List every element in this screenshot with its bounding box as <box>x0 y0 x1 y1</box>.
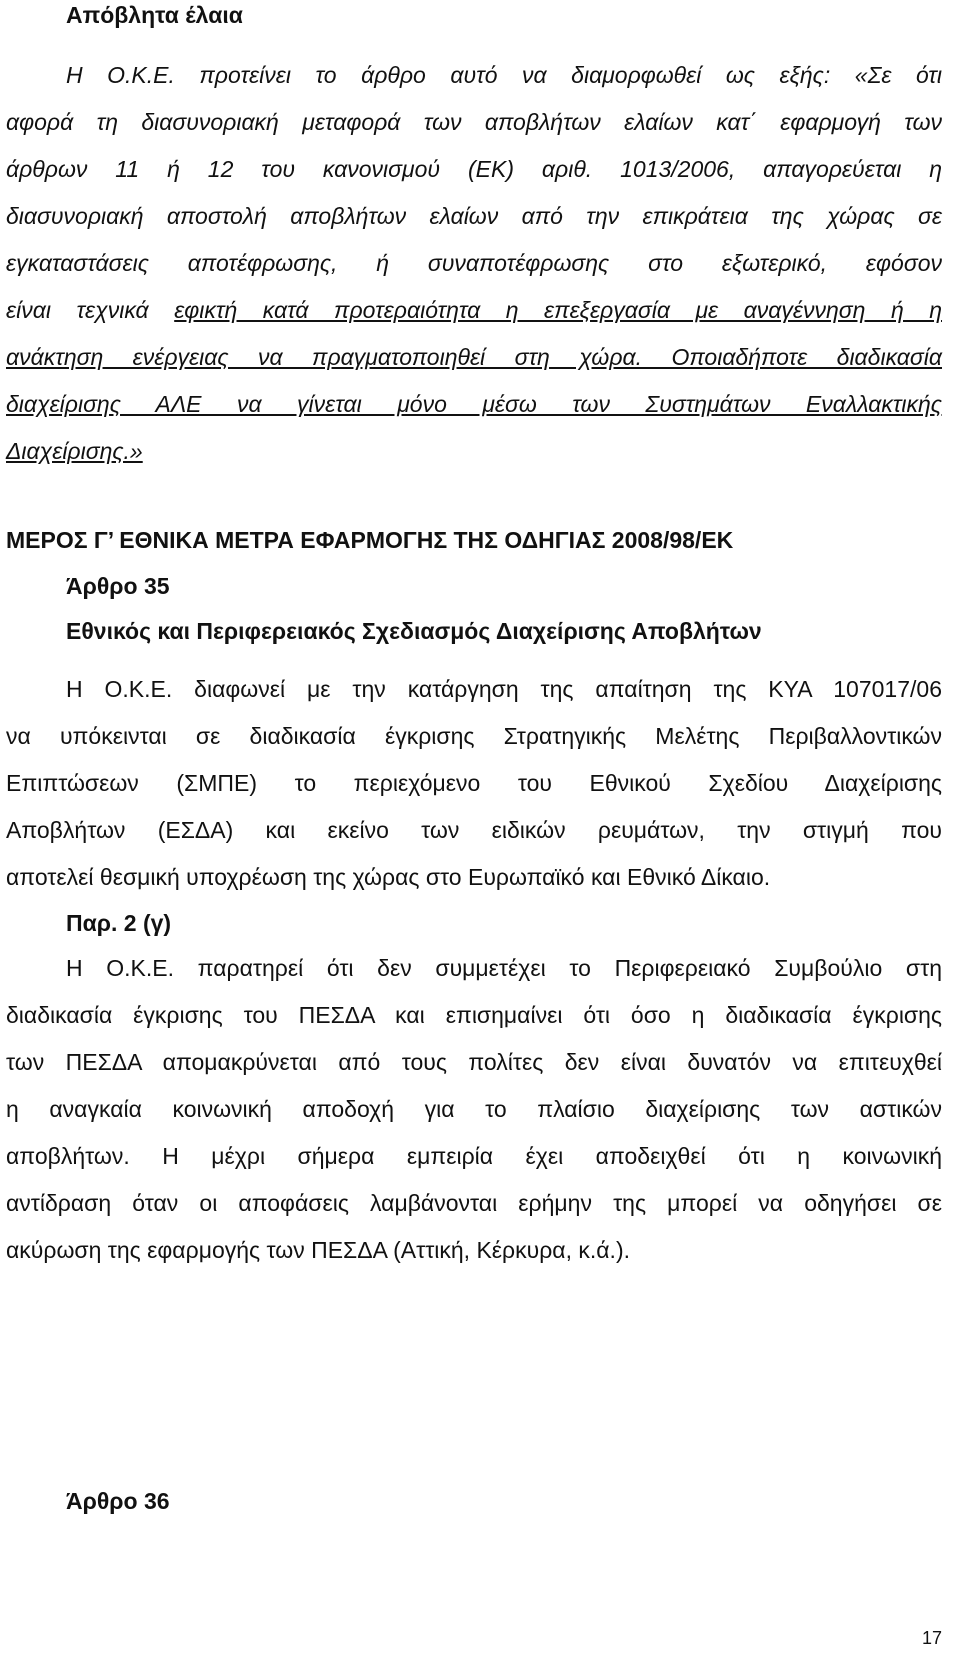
paragraph-line <box>6 428 942 475</box>
paragraph-line: Αποβλήτων (ΕΣΔΑ) και εκείνο των ειδικών ρευμάτων, την στιγμή που <box>6 817 942 843</box>
paragraph-line <box>6 381 942 428</box>
paragraph-line <box>6 334 942 381</box>
underlined-text: διαχείρισης ΑΛΕ να γίνεται μόνο μέσω των Συστημάτων Εναλλακτικής <box>6 391 942 417</box>
underlined-text: Διαχείρισης.» <box>6 438 143 464</box>
paragraph-2c <box>6 945 942 1274</box>
paragraph-line <box>6 193 942 240</box>
paragraph-article-35 <box>6 666 942 901</box>
paragraph-line: Η Ο.Κ.Ε. διαφωνεί με την κατάργηση της απαίτηση της ΚΥΑ 107017/06 <box>66 676 942 702</box>
paragraph-line: Η Ο.Κ.Ε. παρατηρεί ότι δεν συμμετέχει το Περιφερειακό Συμβούλιο στη <box>66 955 942 981</box>
paragraph-line <box>6 287 942 334</box>
paragraph-line: ακύρωση της εφαρμογής των ΠΕΣΔΑ (Αττική, Κέρκυρα, κ.ά.). <box>6 1237 630 1263</box>
line-text: άρθρων 11 ή 12 του κανονισμού (ΕΚ) αριθ. 1013/2006, απαγορεύεται η <box>6 156 942 182</box>
line-text: Η Ο.Κ.Ε. προτείνει το άρθρο αυτό να διαμορφωθεί ως εξής: «Σε ότι <box>66 62 942 88</box>
underlined-text: ανάκτηση ενέργειας να πραγματοποιηθεί στη χώρα. Οποιαδήποτε διαδικασία <box>6 344 942 370</box>
paragraph-line: να υπόκεινται σε διαδικασία έγκρισης Στρατηγικής Μελέτης Περιβαλλοντικών <box>6 723 942 749</box>
paragraph-line: η αναγκαία κοινωνική αποδοχή για το πλαίσιο διαχείρισης των αστικών <box>6 1096 942 1122</box>
paragraph-line <box>6 52 942 99</box>
paragraph-line: των ΠΕΣΔΑ απομακρύνεται από τους πολίτες δεν είναι δυνατόν να επιτευχθεί <box>6 1049 942 1075</box>
paragraph-line: Επιπτώσεων (ΣΜΠΕ) το περιεχόμενο του Εθνικού Σχεδίου Διαχείρισης <box>6 770 942 796</box>
line-text: αφορά τη διασυνοριακή μεταφορά των αποβλήτων ελαίων κατ΄ εφαρμογή των <box>6 109 942 135</box>
article-36-heading: Άρθρο 36 <box>66 1488 170 1514</box>
underlined-text: εφικτή κατά προτεραιότητα η επεξεργασία με αναγέννηση ή η <box>174 297 942 323</box>
paragraph-line: αποβλήτων. Η μέχρι σήμερα εμπειρία έχει αποδειχθεί ότι η κοινωνική <box>6 1143 942 1169</box>
page-number: 17 <box>921 1628 942 1648</box>
paragraph-line: αντίδραση όταν οι αποφάσεις λαμβάνονται ερήμην της μπορεί να οδηγήσει σε <box>6 1190 942 1216</box>
part-title: ΜΕΡΟΣ Γ’ ΕΘΝΙΚΑ ΜΕΤΡΑ ΕΦΑΡΜΟΓΗΣ ΤΗΣ ΟΔΗΓΙΑΣ 2008/98/ΕΚ <box>6 527 734 553</box>
paragraph-line <box>6 240 942 287</box>
paragraph-line: αποτελεί θεσμική υποχρέωση της χώρας στο Ευρωπαϊκό και Εθνικό Δίκαιο. <box>6 864 771 890</box>
article-35-title: Εθνικός και Περιφερειακός Σχεδιασμός Διαχείρισης Αποβλήτων <box>66 618 762 644</box>
paragraph-waste-oils <box>6 52 942 475</box>
section-heading-waste-oils: Απόβλητα έλαια <box>66 2 243 28</box>
line-text: είναι τεχνικά <box>6 297 175 323</box>
paragraph-2c-heading: Παρ. 2 (γ) <box>66 910 172 936</box>
line-text: εγκαταστάσεις αποτέφρωσης, ή συναποτέφρωσης στο εξωτερικό, εφόσον <box>6 250 942 276</box>
paragraph-line <box>6 146 942 193</box>
paragraph-line: διαδικασία έγκρισης του ΠΕΣΔΑ και επισημαίνει ότι όσο η διαδικασία έγκρισης <box>6 1002 942 1028</box>
line-text: διασυνοριακή αποστολή αποβλήτων ελαίων από την επικράτεια της χώρας σε <box>6 203 942 229</box>
article-35-heading: Άρθρο 35 <box>66 573 170 599</box>
paragraph-line <box>6 99 942 146</box>
